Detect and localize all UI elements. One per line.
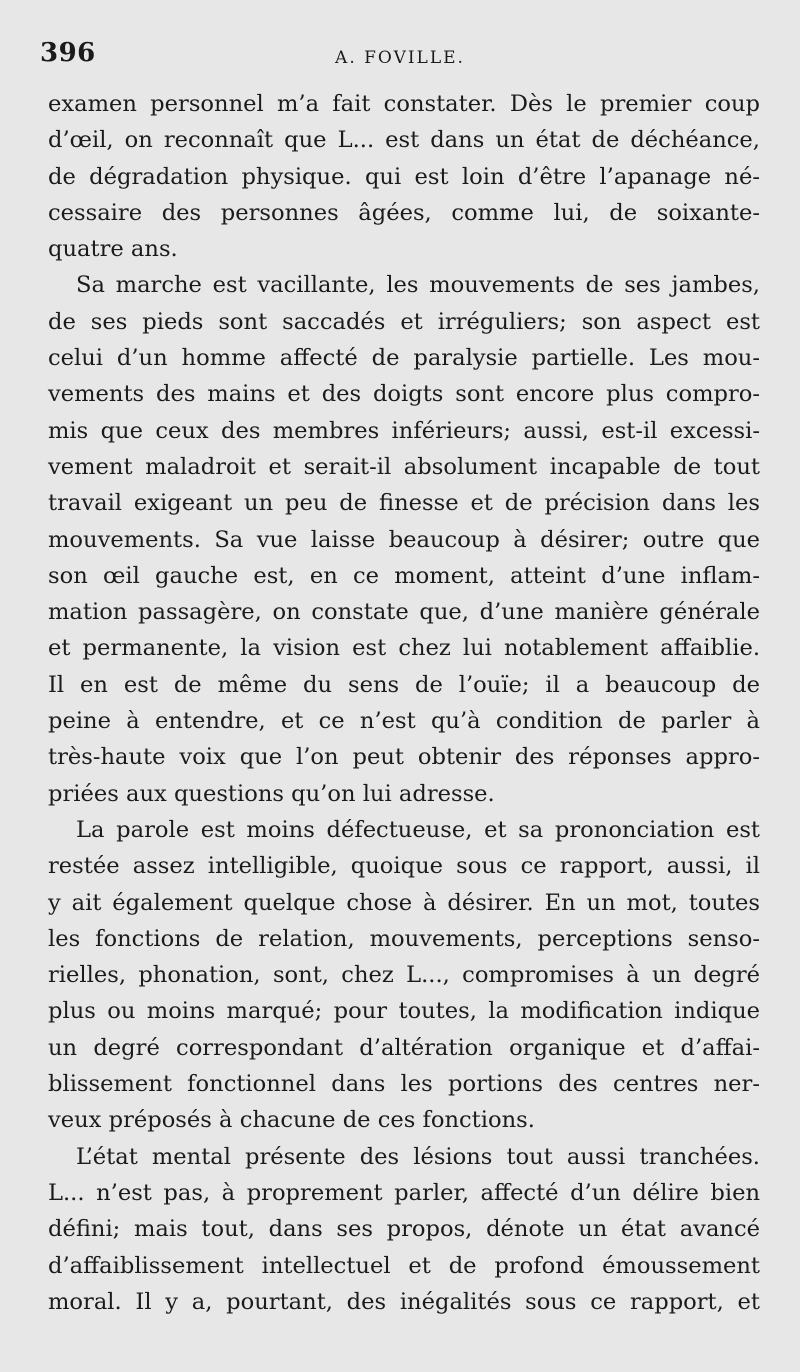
text-line: cessaire des personnes âgées, comme lui, de soixante- — [48, 199, 760, 226]
text-line: défini; mais tout, dans ses propos, dénote un état avancé — [48, 1216, 760, 1243]
page-header — [40, 38, 760, 78]
text-line: vements des mains et des doigts sont encore plus compro- — [48, 381, 760, 408]
text-line: quatre ans. — [48, 236, 178, 263]
text-line: La parole est moins défectueuse, et sa prononciation est — [76, 816, 760, 843]
text-line: son œil gauche est, en ce moment, atteint d’une inflam- — [48, 562, 760, 589]
text-line: moral. Il y a, pourtant, des inégalités sous ce rapport, et — [48, 1288, 760, 1315]
text-line: Il en est de même du sens de l’ouïe; il a beaucoup de — [48, 671, 760, 698]
text-line: L... n’est pas, à proprement parler, affecté d’un délire bien — [48, 1179, 760, 1206]
text-line: peine à entendre, et ce n’est qu’à condition de parler à — [48, 708, 760, 735]
text-line: veux préposés à chacune de ces fonctions. — [48, 1107, 535, 1134]
text-line: vement maladroit et serait-il absolument incapable de tout — [48, 453, 760, 480]
body-text — [48, 86, 760, 1320]
text-line: examen personnel m’a fait constater. Dès le premier coup — [48, 91, 760, 117]
text-line: d’œil, on reconnaît que L... est dans un état de déchéance, — [48, 127, 760, 154]
text-line: les fonctions de relation, mouvements, perceptions senso- — [48, 925, 760, 952]
text-line: de dégradation physique. qui est loin d’être l’apanage né- — [48, 163, 760, 190]
text-line: Sa marche est vacillante, les mouvements de ses jambes, — [76, 272, 760, 299]
text-line: rielles, phonation, sont, chez L..., compromises à un degré — [48, 962, 760, 989]
text-line: et permanente, la vision est chez lui notablement affaiblie. — [48, 635, 760, 662]
text-line: restée assez intelligible, quoique sous ce rapport, aussi, il — [48, 853, 760, 880]
text-line: mation passagère, on constate que, d’une manière générale — [48, 599, 760, 626]
text-line: de ses pieds sont saccadés et irréguliers; son aspect est — [48, 308, 760, 335]
text-line: un degré correspondant d’altération organique et d’affai- — [48, 1034, 760, 1061]
text-line: mouvements. Sa vue laisse beaucoup à désirer; outre que — [48, 526, 760, 553]
text-line: d’affaiblissement intellectuel et de profond émoussement — [48, 1252, 760, 1279]
running-head: A. FOVILLE. — [335, 48, 465, 68]
page-number: 396 — [40, 38, 96, 68]
text-line: celui d’un homme affecté de paralysie partielle. Les mou- — [48, 345, 760, 372]
text-line: priées aux questions qu’on lui adresse. — [48, 780, 495, 807]
text-line: mis que ceux des membres inférieurs; aussi, est-il excessi- — [48, 417, 760, 444]
text-line: blissement fonctionnel dans les portions des centres ner- — [48, 1071, 760, 1098]
text-line: L’état mental présente des lésions tout aussi tranchées. — [76, 1143, 760, 1170]
text-line: très-haute voix que l’on peut obtenir des réponses appro- — [48, 744, 760, 771]
text-line: plus ou moins marqué; pour toutes, la modification indique — [48, 998, 760, 1025]
text-line: y ait également quelque chose à désirer. En un mot, toutes — [48, 889, 760, 916]
text-line: travail exigeant un peu de finesse et de précision dans les — [48, 490, 760, 517]
